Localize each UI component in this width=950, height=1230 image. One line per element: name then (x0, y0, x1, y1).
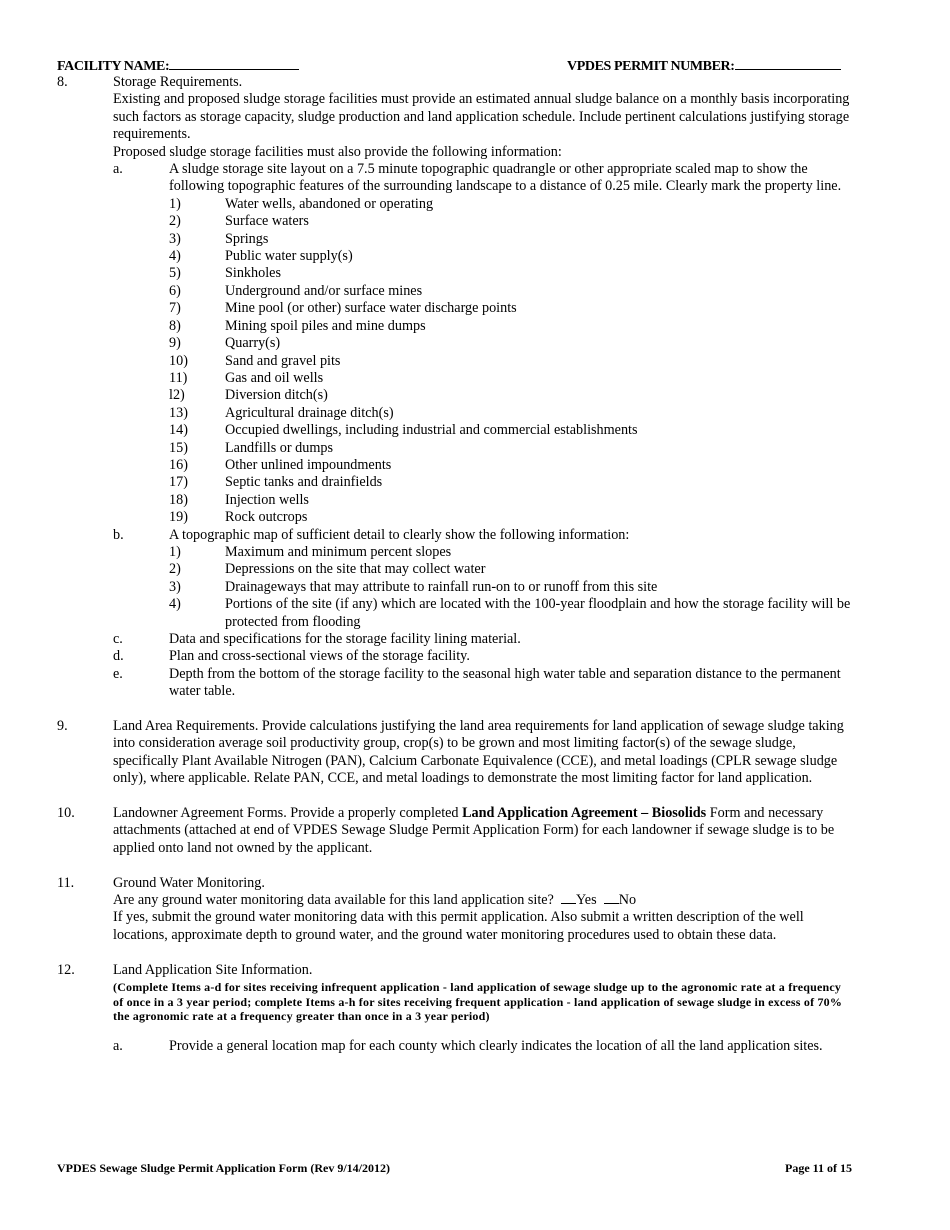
list-item-text: Injection wells (225, 491, 309, 508)
section-8-paragraph: Proposed sludge storage facilities must also provide the following information: (113, 143, 562, 160)
yes-label: Yes (575, 892, 597, 909)
section-number: 9. (57, 718, 68, 735)
list-item (169, 544, 852, 561)
list-item-number: 16) (169, 456, 188, 473)
list-item (169, 248, 852, 265)
item-8c (113, 631, 852, 648)
section-number: 10. (57, 805, 75, 822)
list-item-number: 14) (169, 422, 188, 439)
list-item-text: Portions of the site (if any) which are located with the 100-year floodplain and how the storage facility will be protected from flooding (225, 596, 851, 630)
list-item-text: Septic tanks and drainfields (225, 474, 383, 491)
facility-name-label: FACILITY NAME: (57, 59, 170, 74)
list-item (169, 318, 852, 335)
list-item-number: 15) (169, 439, 188, 456)
list-item-text: Drainageways that may attribute to rainfall run-on to or runoff from this site (225, 578, 658, 595)
section-text (113, 805, 852, 857)
list-item (169, 335, 852, 352)
list-item-text: Rock outcrops (225, 509, 308, 526)
list-item (169, 561, 852, 578)
section-text: Land Area Requirements. Provide calculations justifying the land area requirements for land application of sewage sludge taking into consideration average soil productivity group, crop(s) to be grown and most limiting factor(s) of the sewage sludge, specifically Plant Available Nitrogen (PAN), Calcium Carbonate Equivalence (CCE), and metal loadings (CPLR sewage sludge only), where applicable. Relate PAN, CCE, and metal loadings to demonstrate the most limiting factor for land application. (113, 718, 844, 787)
section-number: 11. (57, 874, 75, 891)
item-8e (113, 666, 852, 701)
section-text-pre: Landowner Agreement Forms. Provide a properly completed (113, 805, 463, 822)
list-item-number: 7) (169, 300, 181, 317)
item-8a (113, 161, 852, 196)
item-letter: a. (113, 161, 123, 178)
list-item-text: Surface waters (225, 213, 309, 230)
permit-number-label: VPDES PERMIT NUMBER: (567, 59, 735, 74)
section-text-post: Form and necessary attachments (attached at end of VPDES Sewage Sludge Permit Application Form) for each landowner if sewage sludge is to be applied onto land not owned by the applicant. (113, 805, 835, 856)
facility-name-field (57, 57, 299, 75)
list-item (169, 474, 852, 491)
footer-form-title: VPDES Sewage Sludge Permit Application Form (Rev 9/14/2012) (57, 1161, 390, 1175)
item-text: Depth from the bottom of the storage facility to the seasonal high water table and separation distance to the permanent water table. (169, 665, 841, 700)
item-text: A sludge storage site layout on a 7.5 minute topographic quadrangle or other appropriate scaled map to show the following topographic features of the surrounding landscape to a distance of 0.25 mile. Clearly mark the property line. (169, 161, 842, 195)
yes-checkbox-blank[interactable] (561, 892, 576, 904)
list-item-text: Landfills or dumps (225, 439, 333, 456)
no-label: No (618, 892, 637, 909)
item-text: A topographic map of sufficient detail to clearly show the following information: (169, 526, 630, 543)
section-title: Land Application Site Information. (113, 961, 313, 978)
item-letter: b. (113, 526, 124, 543)
section-9 (57, 718, 852, 788)
page-header (57, 57, 852, 74)
list-item-number: 3) (169, 578, 181, 595)
section-number: 12. (57, 961, 75, 978)
item-text: Provide a general location map for each county which clearly indicates the location of all the land application sites. (169, 1037, 823, 1054)
question-text: Are any ground water monitoring data available for this land application site? (113, 892, 554, 909)
list-item (169, 422, 852, 439)
list-item-number: 17) (169, 474, 188, 491)
list-item-number: 2) (169, 213, 181, 230)
section-12 (57, 962, 852, 979)
list-item-text: Diversion ditch(s) (225, 387, 328, 404)
list-item-number: 5) (169, 265, 181, 282)
item-letter: c. (113, 631, 123, 647)
list-item (169, 231, 852, 248)
list-item-number: 4) (169, 596, 181, 613)
list-item-number: 1) (169, 543, 181, 560)
list-item-number: 3) (169, 230, 181, 247)
list-item-number: 9) (169, 335, 181, 352)
document-page (57, 57, 852, 1055)
page-footer (57, 1160, 852, 1176)
item-8b (113, 527, 852, 544)
list-item-text: Other unlined impoundments (225, 456, 392, 473)
section-8 (57, 74, 852, 91)
section-12-note: (Complete Items a-d for sites receiving infrequent application - land application of sewage sludge up to the agronomic rate at a frequency of once in a 3 year period; complete Items a-h for sites receiving frequent application - land application of sewage sludge in excess of 70% the agronomic rate at a frequency greater than once in a 3 year period) (113, 980, 843, 1024)
list-item (169, 283, 852, 300)
form-name: Land Application Agreement – Biosolids (462, 805, 707, 822)
section-10 (57, 805, 852, 857)
item-text: Plan and cross-sectional views of the storage facility. (169, 648, 470, 665)
list-item (169, 213, 852, 230)
item-letter: e. (113, 665, 123, 682)
list-item (169, 196, 852, 213)
item-letter: d. (113, 648, 124, 665)
list-item-text: Occupied dwellings, including industrial and commercial establishments (225, 422, 638, 439)
list-item-text: Mine pool (or other) surface water discharge points (225, 300, 517, 317)
feature-list-8b (57, 544, 852, 631)
section-number: 8. (57, 74, 68, 90)
list-item (169, 353, 852, 370)
list-item-number: 19) (169, 509, 188, 526)
list-item-text: Public water supply(s) (225, 248, 353, 265)
section-11 (57, 875, 852, 892)
section-8-paragraph: Existing and proposed sludge storage facilities must provide an estimated annual sludge balance on a monthly basis incorporating such factors as storage capacity, sludge production and land application schedule. Include pertinent calculations justifying storage requirements. (113, 91, 850, 143)
list-item-text: Water wells, abandoned or operating (225, 195, 434, 212)
ground-water-question (113, 892, 852, 909)
list-item-number: 4) (169, 248, 181, 265)
section-title: Storage Requirements. (113, 74, 243, 90)
list-item (169, 265, 852, 282)
item-8d (113, 648, 852, 665)
permit-number-blank[interactable] (735, 57, 841, 70)
list-item-number: 8) (169, 317, 181, 334)
section-11-paragraph: If yes, submit the ground water monitoring data with this permit application. Also submit a written description of the well locations, approximate depth to ground water, and the ground water monitoring procedures used to obtain these data. (113, 909, 804, 943)
facility-name-blank[interactable] (169, 57, 299, 70)
item-letter: a. (113, 1037, 123, 1054)
section-title: Ground Water Monitoring. (113, 874, 265, 891)
list-item (169, 387, 852, 404)
list-item (169, 405, 852, 422)
list-item-number: 18) (169, 491, 188, 508)
list-item-text: Gas and oil wells (225, 369, 324, 386)
list-item-text: Mining spoil piles and mine dumps (225, 317, 426, 334)
list-item-text: Maximum and minimum percent slopes (225, 543, 452, 560)
list-item-text: Sand and gravel pits (225, 352, 341, 369)
list-item-number: l2) (169, 387, 185, 404)
list-item (169, 370, 852, 387)
list-item-number: 10) (169, 352, 188, 369)
list-item (169, 579, 852, 596)
no-checkbox-blank[interactable] (604, 892, 619, 904)
list-item-text: Underground and/or surface mines (225, 282, 423, 299)
list-item (169, 492, 852, 509)
list-item-number: 1) (169, 195, 181, 212)
item-text: Data and specifications for the storage facility lining material. (169, 631, 521, 647)
list-item-number: 11) (169, 369, 188, 386)
list-item-text: Depressions on the site that may collect water (225, 561, 486, 578)
permit-number-field (567, 57, 841, 75)
list-item-number: 2) (169, 561, 181, 578)
list-item-number: 13) (169, 404, 188, 421)
list-item-text: Sinkholes (225, 265, 281, 282)
list-item-text: Quarry(s) (225, 335, 281, 352)
list-item (169, 596, 852, 631)
list-item (169, 457, 852, 474)
list-item-text: Agricultural drainage ditch(s) (225, 404, 394, 421)
list-item (169, 509, 852, 526)
list-item-number: 6) (169, 282, 181, 299)
item-12a (113, 1038, 852, 1055)
list-item (169, 440, 852, 457)
list-item (169, 300, 852, 317)
feature-list-8a (57, 196, 852, 527)
list-item-text: Springs (225, 230, 269, 247)
footer-page-number: Page 11 of 15 (785, 1161, 852, 1175)
